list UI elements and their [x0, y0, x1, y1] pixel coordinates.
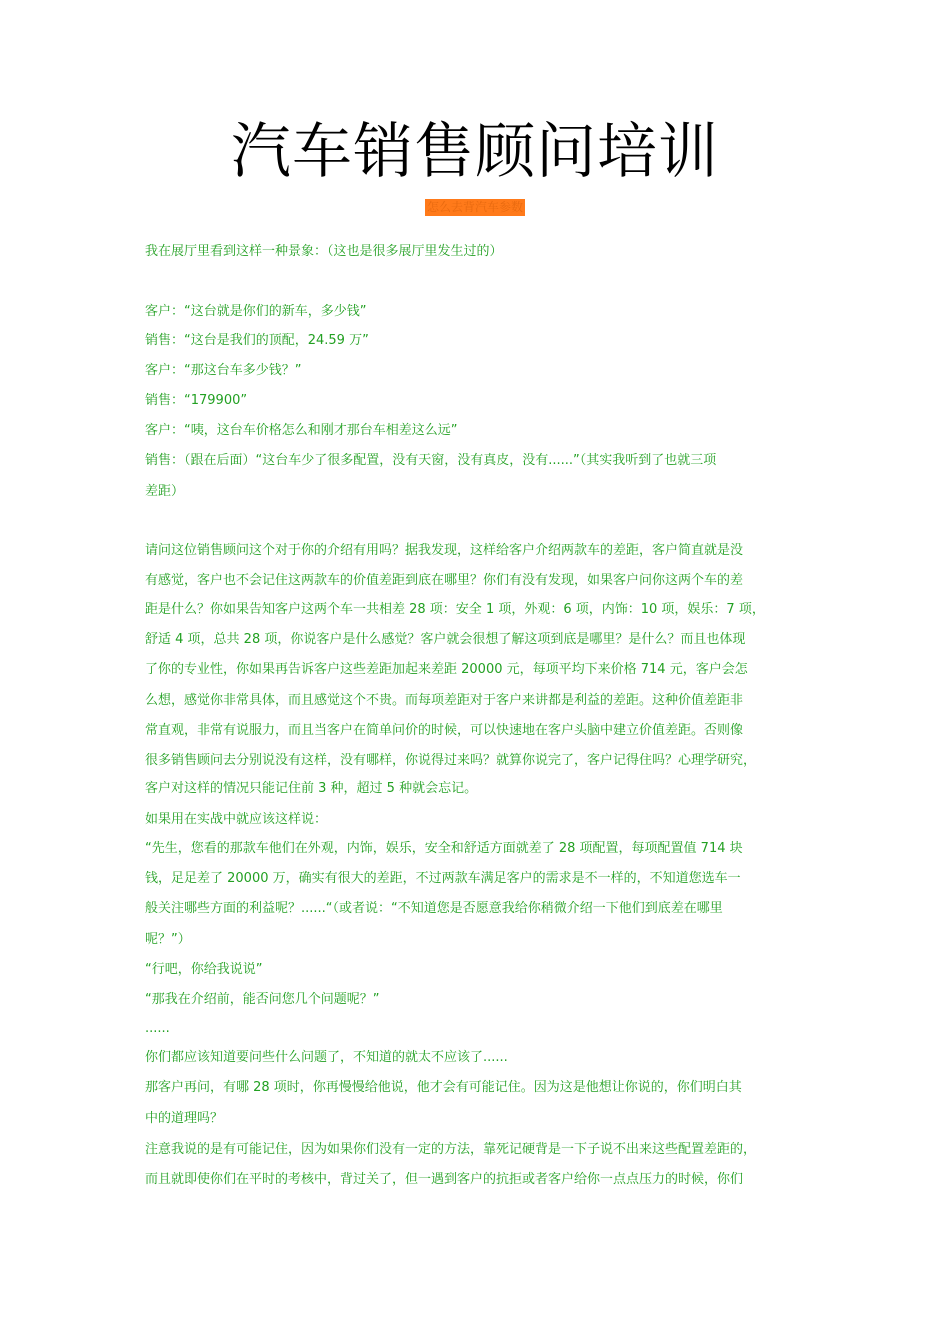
- paragraph-line: “行吧，你给我说说”: [145, 962, 263, 977]
- paragraph-line: 有感觉，客户也不会记住这两款车的价值差距到底在哪里？你们有没有发现，如果客户问你这两个车的差: [145, 573, 744, 588]
- dialog-line: 销售：“179900”: [145, 393, 248, 408]
- paragraph-line: 般关注哪些方面的利益呢？......“（或者说：“不知道您是否愿意我给你稍微介绍一下他们到底差在哪里: [145, 901, 723, 916]
- paragraph-line: 那客户再问，有哪 28 项时，你再慢慢给他说，他才会有可能记住。因为这是他想让你说的，你们明白其: [145, 1080, 742, 1095]
- intro-line: 我在展厅里看到这样一种景象：（这也是很多展厅里发生过的）: [145, 244, 503, 259]
- paragraph-line: 钱，足足差了 20000 万，确实有很大的差距，不过两款车满足客户的需求是不一样的，不知道您选车一: [145, 871, 741, 886]
- dialog-line: 销售：“这台是我们的顶配，24.59 万”: [145, 333, 369, 348]
- paragraph-line: “先生，您看的那款车他们在外观，内饰，娱乐，安全和舒适方面就差了 28 项配置，每项配置值 714 块: [145, 841, 743, 856]
- paragraph-line: 常直观，非常有说服力，而且当客户在简单问价的时候，可以快速地在客户头脑中建立价值差距。否则像: [145, 723, 744, 738]
- paragraph-line: 而且就即使你们在平时的考核中，背过关了，但一遇到客户的抗拒或者客户给你一点点压力的时候，你们: [145, 1172, 744, 1187]
- paragraph-line: 距是什么？你如果告知客户这两个车一共相差 28 项：安全 1 项，外观：6 项，内饰：10 项，娱乐：7 项，: [145, 602, 765, 617]
- paragraph-line: “那我在介绍前，能否问您几个问题呢？”: [145, 992, 380, 1007]
- dialog-line: 客户：“这台就是你们的新车，多少钱”: [145, 304, 367, 319]
- paragraph-line: 么想，感觉你非常具体，而且感觉这个不贵。而每项差距对于客户来讲都是利益的差距。这种价值差距非: [145, 693, 744, 708]
- paragraph-line: ......: [145, 1021, 170, 1036]
- paragraph-line: 你们都应该知道要问些什么问题了，不知道的就太不应该了......: [145, 1050, 508, 1065]
- dialog-line: 销售：（跟在后面）“这台车少了很多配置，没有天窗，没有真皮，没有......”（其实我听到了也就三项: [145, 453, 717, 468]
- paragraph-line: 舒适 4 项，总共 28 项，你说客户是什么感觉？客户就会很想了解这项到底是哪里？是什么？而且也体现: [145, 632, 746, 647]
- paragraph-line: 呢？”）: [145, 932, 191, 947]
- dialog-line: 差距）: [145, 484, 185, 499]
- paragraph-line: 请问这位销售顾问这个对于你的介绍有用吗？据我发现，这样给客户介绍两款车的差距，客户简直就是没: [145, 543, 744, 558]
- paragraph-line: 客户对这样的情况只能记住前 3 种，超过 5 种就会忘记。: [145, 781, 478, 796]
- subtitle-link-wrapper: [0, 196, 950, 216]
- paragraph-line: 很多销售顾问去分别说没有这样，没有哪样，你说得过来吗？就算你说完了，客户记得住吗？心理学研究，: [145, 753, 757, 768]
- paragraph-line: 中的道理吗？: [145, 1111, 224, 1126]
- dialog-line: 客户：“那这台车多少钱？”: [145, 363, 302, 378]
- document-title: 汽车销售顾问培训: [231, 117, 719, 187]
- dialog-line: 客户：“咦，这台车价格怎么和刚才那台车相差这么远”: [145, 423, 458, 438]
- paragraph-line: 注意我说的是有可能记住，因为如果你们没有一定的方法，靠死记硬背是一下子说不出来这些配置差距的，: [145, 1142, 757, 1157]
- subtitle-link[interactable]: 怎么去背汽车参数: [426, 200, 523, 214]
- paragraph-line: 如果用在实战中就应该这样说：: [145, 812, 328, 827]
- paragraph-line: 了你的专业性，你如果再告诉客户这些差距加起来差距 20000 元，每项平均下来价格 714 元，客户会怎: [145, 662, 748, 677]
